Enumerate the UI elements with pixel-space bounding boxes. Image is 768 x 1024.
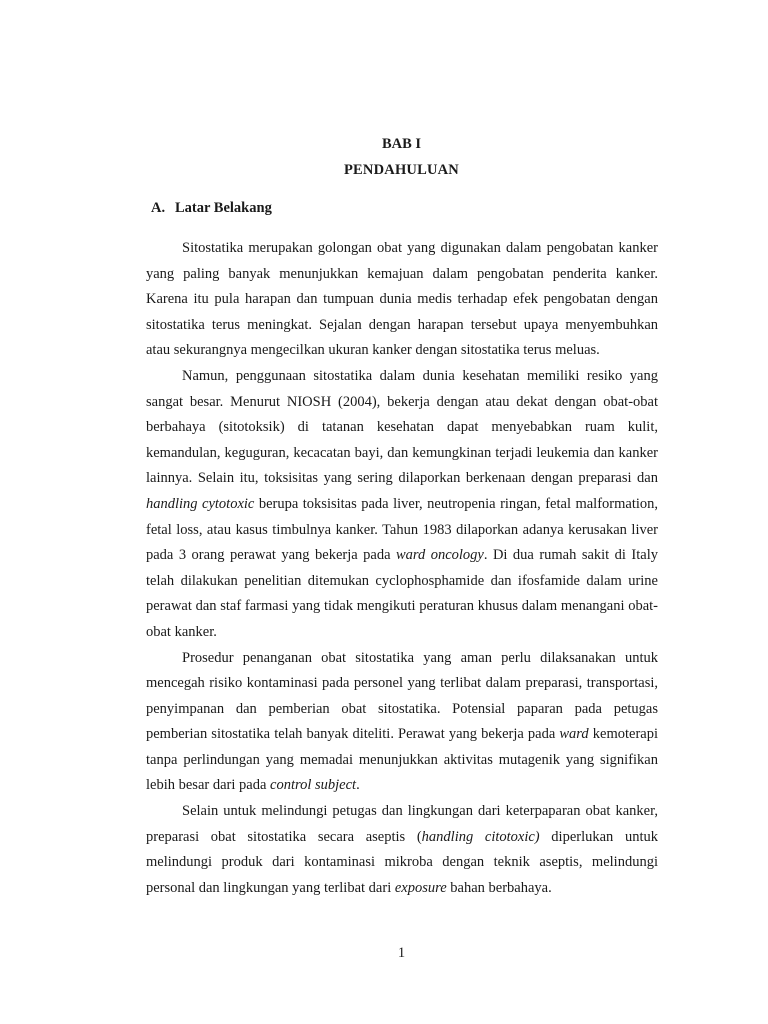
paragraph — [146, 364, 658, 646]
paragraph-text: bahan berbahaya. — [446, 879, 552, 896]
italic-term: ward — [559, 726, 589, 743]
italic-term: handling citotoxic) — [421, 828, 540, 845]
paragraph-text: berupa toksisitas pada liver, neutropenia ringan, fetal malformation, fetal loss, atau kasus timbulnya kanker. Tahun 1983 dilaporkan adanya kerusakan liver pada 3 orang perawat yang bekerja pada — [146, 495, 658, 564]
paragraph — [146, 646, 658, 800]
chapter-title: PENDAHULUAN — [344, 162, 459, 178]
paragraph-text: . — [356, 777, 360, 794]
body-text — [146, 236, 658, 901]
italic-term: exposure — [394, 879, 447, 896]
paragraph — [146, 799, 658, 901]
section-letter: A. — [151, 200, 166, 216]
italic-term: ward oncology — [395, 547, 484, 564]
chapter-number: BAB I — [381, 136, 422, 152]
paragraph-text: diperlukan untuk melindungi produk dari kontaminasi mikroba dengan teknik aseptis, melindungi personal dan lingkungan yang terlibat dari — [146, 828, 658, 896]
section-title: Latar Belakang — [175, 200, 272, 216]
paragraph-text: Sitostatika merupakan golongan obat yang digunakan dalam pengobatan kanker yang paling banyak menunjukkan kemajuan dalam pengobatan penderita kanker. Karena itu pula harapan dan tumpuan dunia medis terhadap efek pengobatan dengan sitostatika terus meningkat. Sejalan dengan harapan tersebut upaya menyembuhkan atau sekurangnya mengecilkan ukuran kanker dengan sitostatika terus meluas. — [146, 240, 658, 359]
paragraph — [146, 236, 658, 364]
paragraph-text: Selain untuk melindungi petugas dan lingkungan dari keterpaparan obat kanker, preparasi obat sitostatika secara aseptis ( — [146, 803, 658, 845]
paragraph-text: Namun, penggunaan sitostatika dalam dunia kesehatan memiliki resiko yang sangat besar. Menurut NIOSH (2004), bekerja dengan atau dekat dengan obat-obat berbahaya (sitotoksik) di tatanan kesehatan dapat menyebabkan ruam kulit, kemandulan, keguguran, kecacatan bayi, dan kemungkinan terjadi leukemia dan kanker lainnya. Selain itu, toksisitas yang sering dilaporkan berkenaan dengan preparasi dan — [146, 367, 658, 487]
section-heading — [151, 200, 272, 217]
italic-term: control subject — [270, 777, 357, 794]
paragraph-text: kemoterapi tanpa perlindungan yang memadai menunjukkan aktivitas mutagenik yang signifikan lebih besar dari pada — [146, 726, 658, 794]
paragraph-text: Prosedur penanganan obat sitostatika yang aman perlu dilaksanakan untuk mencegah risiko kontaminasi pada personel yang terlibat dalam preparasi, transportasi, penyimpanan dan pemberian obat sitostatika. Potensial paparan pada petugas pemberian sitostatika telah banyak diteliti. Perawat yang bekerja pada — [146, 649, 658, 743]
page-number: 1 — [397, 945, 406, 961]
paragraph-text: . Di dua rumah sakit di Italy telah dilakukan penelitian ditemukan cyclophosphamide dan ifosfamide dalam urine perawat dan staf farmasi yang tidak mengikuti peraturan khusus dalam menangani obat-obat kanker. — [146, 547, 658, 640]
italic-term: handling cytotoxic — [146, 495, 255, 512]
